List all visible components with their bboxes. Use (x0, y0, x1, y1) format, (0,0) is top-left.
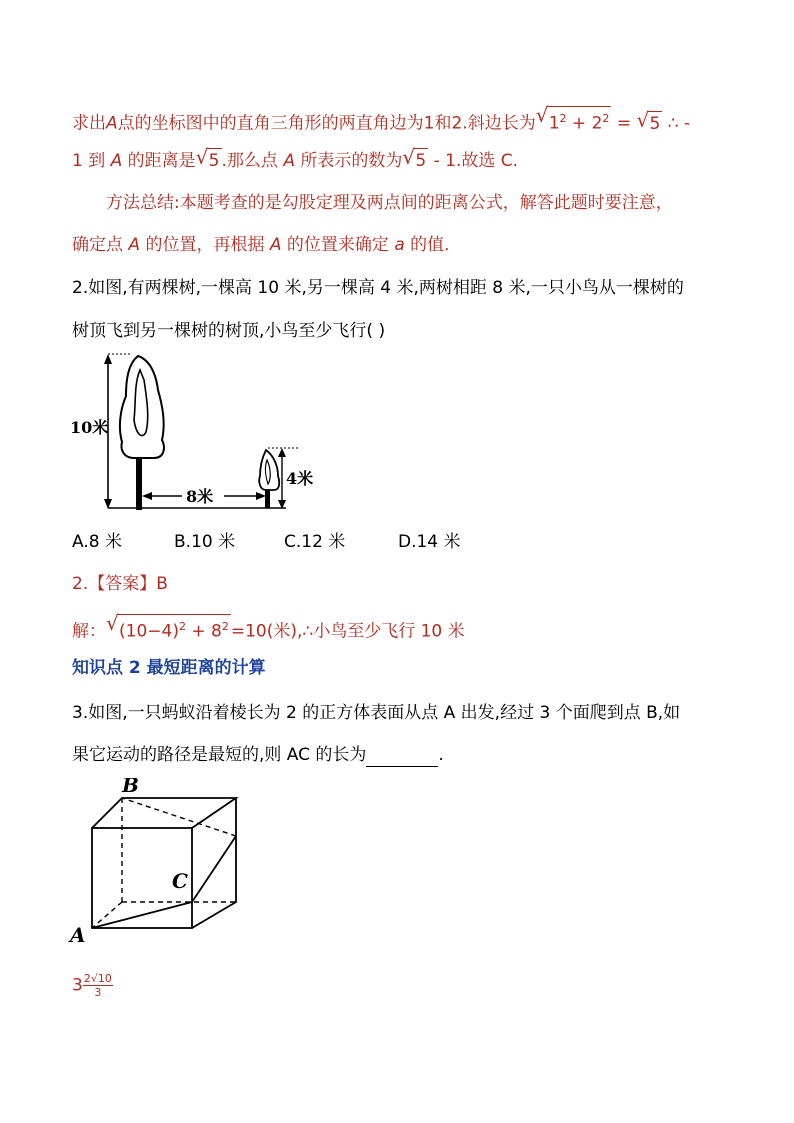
operator: + (566, 113, 592, 134)
text-fragment: 求出 (72, 113, 106, 134)
knowledge-point-2-heading: 知识点 2 最短距离的计算 (72, 658, 266, 678)
text-fragment: 的距离是 (122, 151, 196, 171)
question-3-line-2 (72, 743, 444, 767)
short-tree-icon (259, 450, 279, 490)
number: 5 (207, 148, 222, 173)
label-C: C (172, 869, 188, 893)
var-A: A (106, 113, 118, 134)
text-fragment: 确定点 (72, 235, 129, 255)
tall-tree-icon (120, 356, 164, 458)
text-fragment: .那么点 (221, 151, 284, 171)
var-a: a (394, 235, 405, 255)
exponent: 2 (178, 620, 186, 633)
number: 2 (451, 113, 463, 134)
option-b: B.10 米 (174, 532, 236, 552)
trees-figure (68, 350, 328, 515)
text-fragment: 1 到 (72, 151, 111, 171)
text-fragment: . (438, 745, 444, 765)
label-B: B (122, 778, 139, 797)
text-fragment: 所表示的数为 (294, 151, 403, 171)
var-A: A (283, 151, 295, 171)
text-fragment: 的值． (404, 235, 462, 255)
number: 1 (548, 113, 560, 134)
solution-line-2 (72, 145, 519, 173)
number: 2 (591, 113, 603, 134)
exponent: 2 (602, 112, 610, 125)
text-fragment: .斜边长为 (462, 113, 536, 134)
label-10m: 10米 (70, 418, 109, 437)
text-fragment: 果它运动的路径是最短的,则 AC 的长为 (72, 745, 367, 765)
path-C-to-edge (192, 836, 236, 902)
text-fragment: 图中的直角三角形的两直角边为 (185, 113, 424, 134)
question-2-line-2: 树顶飞到另一棵树的树顶,小鸟至少飞行( ) (72, 321, 386, 341)
fraction-numerator: 2√10 (83, 972, 112, 985)
number: 5 (647, 111, 662, 136)
answer-3 (72, 972, 113, 999)
fraction-denominator: 3 (94, 986, 102, 999)
solution-line-1 (72, 103, 691, 136)
method-summary-line-2 (72, 233, 461, 257)
text-fragment: - 1.故选 C. (428, 151, 519, 171)
solution-2 (72, 611, 465, 644)
method-summary-line-1: 方法总结:本题考查的是勾股定理及两点间的距离公式，解答此题时要注意， (106, 193, 673, 213)
fraction (83, 972, 113, 999)
option-c: C.12 米 (284, 532, 346, 552)
cube-figure (68, 778, 248, 948)
operator: = (611, 113, 637, 134)
var-A: A (269, 235, 282, 255)
sqrt-expression: √ $1^2 + 2^2$ (535, 103, 610, 134)
label-8m: 8米 (186, 487, 214, 506)
sqrt-expression: √ $(10-4)^2 + 8^2$ (106, 611, 229, 642)
label-4m: 4米 (286, 469, 314, 488)
number: 1 (423, 113, 435, 134)
var-A: A (128, 235, 141, 255)
answer-number: 3 (72, 975, 83, 996)
expr: (10−4) (119, 621, 179, 642)
text-fragment: 的位置来确定 (281, 235, 395, 255)
sqrt-5: √ 5 (636, 107, 661, 134)
answer-2: 2.【答案】B (72, 574, 168, 594)
answer-blank (366, 748, 438, 767)
expr: + 8 (185, 621, 222, 642)
option-a: A.8 米 (72, 532, 122, 552)
text-fragment: 点的坐标 (117, 113, 186, 134)
text-fragment: ∴ - (662, 113, 691, 134)
sqrt-5: √ 5 (195, 145, 220, 171)
question-2-line-1: 2.如图,有两棵树,一棵高 10 米,另一棵高 4 米,两树相距 8 米,一只小鸟从一棵树的 (72, 278, 684, 298)
label-A: A (70, 923, 86, 947)
text-fragment: =10(米),∴小鸟至少飞行 10 米 (230, 621, 465, 642)
text-fragment: 解： (72, 621, 106, 642)
text-fragment: 的位置，再根据 (140, 235, 270, 255)
option-d: D.14 米 (398, 532, 461, 552)
exponent: 2 (559, 112, 567, 125)
sqrt-5: √ 5 (402, 145, 427, 171)
text-fragment: 和 (434, 113, 452, 134)
path-to-B (122, 798, 236, 836)
number: 5 (413, 148, 428, 173)
question-3-line-1: 3.如图,一只蚂蚁沿着棱长为 2 的正方体表面从点 A 出发,经过 3 个面爬到点 B,如 (72, 703, 681, 723)
var-A: A (110, 151, 123, 171)
exponent: 2 (221, 620, 229, 633)
